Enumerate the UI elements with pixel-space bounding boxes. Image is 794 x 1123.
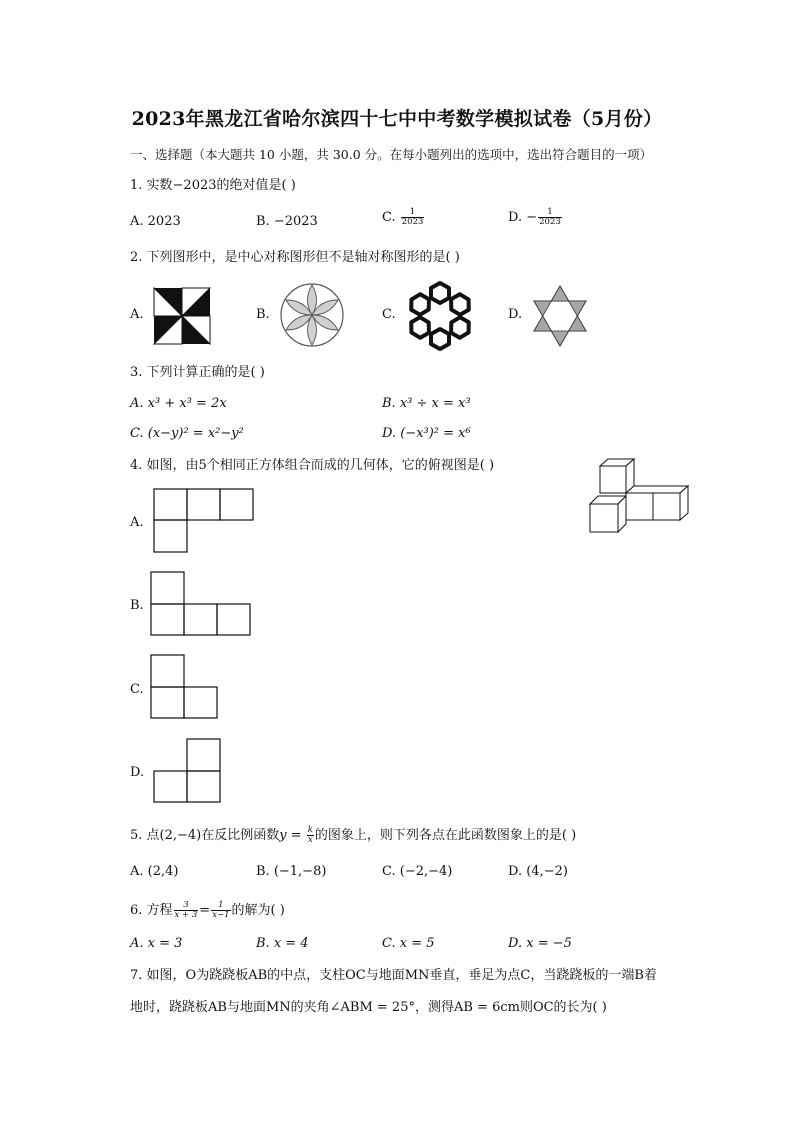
q1-option-c-label: C.: [382, 210, 396, 225]
fraction-denominator: x + 3: [174, 910, 198, 920]
question-7-line-1: 7. 如图，O为跷跷板AB的中点，支柱OC与地面MN垂直，垂足为点C，当跷跷板的一端B着: [130, 968, 657, 983]
q6-text-pre: 6. 方程: [130, 903, 173, 918]
q5-option-b: B. (−1,−8): [256, 864, 327, 879]
hexagram-figure: [531, 284, 589, 348]
q5-text-post: 的图象上，则下列各点在此函数图象上的是( ): [314, 828, 577, 843]
fraction-numerator: 1: [538, 208, 562, 218]
q6-text-post: 的解为( ): [231, 903, 285, 918]
question-2: 2. 下列图形中，是中心对称图形但不是轴对称图形的是( ): [130, 250, 460, 265]
fraction-denominator: 2023: [539, 217, 561, 227]
q6-option-a: A. x = 3: [130, 936, 183, 951]
question-5: [130, 826, 576, 845]
q3-option-c: C. (x−y)² = x²−y²: [130, 426, 244, 441]
cube-solid-figure: [588, 458, 692, 534]
fraction-denominator: x: [307, 835, 313, 845]
q3-option-b: B. x³ ÷ x = x³: [382, 396, 471, 411]
q4-option-a-label: A.: [130, 515, 144, 530]
q4-option-d-figure: [153, 738, 223, 804]
q4-option-a-figure: [153, 488, 255, 554]
q5-text-pre: 5. 点(2,−4)在反比例函数: [130, 828, 280, 843]
question-7-line-2: 地时，跷跷板AB与地面MN的夹角∠ABM = 25°，测得AB = 6cm则OC的长为( ): [130, 1000, 607, 1015]
q6-right-fraction: [211, 901, 230, 920]
hexagon-ring-figure: [404, 281, 476, 351]
q5-function-fraction: [307, 826, 314, 845]
page-title: 2023年黑龙江省哈尔滨四十七中中考数学模拟试卷（5月份）: [131, 108, 663, 130]
pinwheel-figure: [154, 288, 210, 344]
flower-circle-figure: [280, 283, 344, 347]
q3-option-d: D. (−x³)² = x⁶: [382, 426, 471, 441]
q1-option-d-label: D. −: [508, 210, 538, 225]
q5-function-y: y =: [279, 828, 306, 843]
q1-option-c-fraction: [401, 208, 425, 227]
q5-option-c: C. (−2,−4): [382, 864, 453, 879]
fraction-denominator: x−1: [212, 910, 230, 920]
q6-left-fraction: [174, 901, 199, 920]
q3-option-a: A. x³ + x³ = 2x: [130, 396, 227, 411]
q1-option-d-fraction: [538, 208, 562, 227]
fraction-numerator: 1: [401, 208, 425, 218]
q4-option-c-figure: [150, 654, 220, 720]
q1-option-d: [508, 208, 563, 227]
q6-option-b: B. x = 4: [256, 936, 309, 951]
fraction-numerator: 3: [174, 901, 199, 911]
q6-option-d: D. x = −5: [508, 936, 572, 951]
question-6: [130, 901, 285, 920]
q4-option-b-figure: [150, 571, 252, 637]
q4-option-c-label: C.: [130, 682, 144, 697]
q4-option-d-label: D.: [130, 765, 145, 780]
q1-option-b: B. −2023: [256, 214, 318, 229]
fraction-numerator: 1: [211, 901, 230, 911]
section-heading: 一、选择题（本大题共 10 小题，共 30.0 分。在每小题列出的选项中，选出符合题目的一项）: [130, 147, 653, 162]
q4-option-b-label: B.: [130, 598, 144, 613]
q2-option-c-label: C.: [382, 307, 396, 322]
q2-option-b-label: B.: [256, 307, 270, 322]
fraction-numerator: k: [307, 825, 313, 835]
question-4: 4. 如图，由5个相同正方体组合而成的几何体，它的俯视图是( ): [130, 458, 495, 473]
q1-option-a: A. 2023: [130, 214, 181, 229]
q5-option-d: D. (4,−2): [508, 864, 568, 879]
q2-option-a-label: A.: [130, 307, 144, 322]
fraction-denominator: 2023: [401, 217, 424, 227]
q1-option-c: [382, 208, 425, 227]
question-3: 3. 下列计算正确的是( ): [130, 365, 265, 380]
q6-option-c: C. x = 5: [382, 936, 435, 951]
q5-option-a: A. (2,4): [130, 864, 179, 879]
question-1: 1. 实数−2023的绝对值是( ): [130, 178, 296, 193]
q2-option-d-label: D.: [508, 307, 523, 322]
q6-equals: =: [199, 903, 211, 918]
